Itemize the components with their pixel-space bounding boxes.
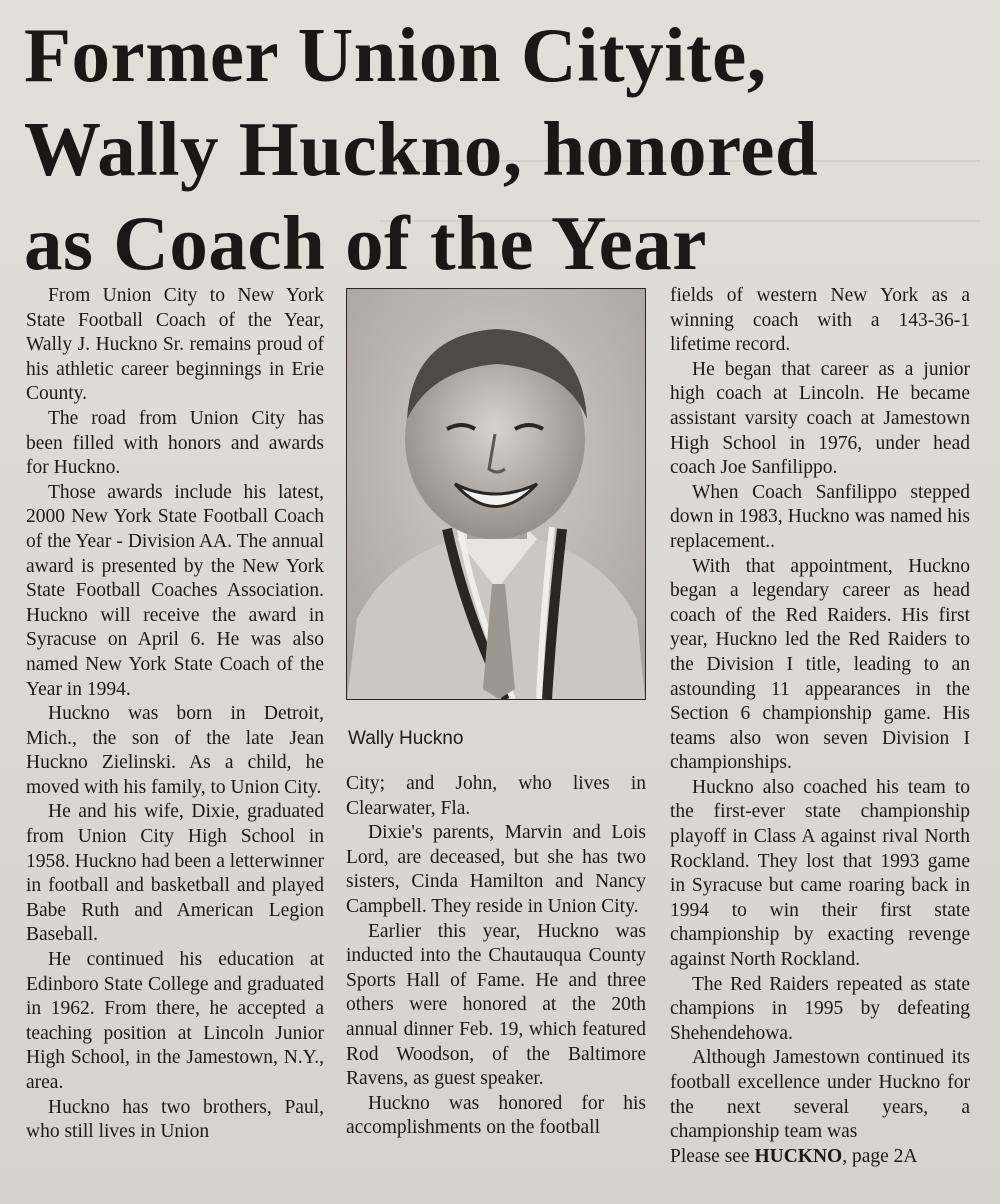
headline-line-3: as Coach of the Year	[24, 200, 707, 286]
article-column-2	[346, 772, 646, 1141]
paragraph: Huckno has two brothers, Paul, who still lives in Union	[26, 1096, 324, 1143]
paragraph: Huckno was honored for his accomplishments on the football	[346, 1092, 646, 1139]
paragraph: When Coach Sanfilippo stepped down in 1983, Huckno was named his replacement..	[670, 481, 970, 552]
jump-line	[670, 1145, 970, 1170]
photo-caption: Wally Huckno	[348, 728, 464, 749]
paragraph: Earlier this year, Huckno was inducted into the Chautauqua County Sports Hall of Fame. He and three others were honored at the 20th annual dinner Feb. 19, which featured Rod Woodson, of the Baltimore Ravens, as guest speaker.	[346, 920, 646, 1090]
paragraph: With that appointment, Huckno began a legendary career as head coach of the Red Raiders. His first year, Huckno led the Red Raiders to the Division I title, leading to an astounding 11 appearances in the Section 6 championship game. His teams also won seven Division I championships.	[670, 555, 970, 774]
paragraph: The Red Raiders repeated as state champions in 1995 by defeating Shehendehowa.	[670, 973, 970, 1044]
jump-prefix: Please see	[670, 1145, 755, 1167]
paragraph: He and his wife, Dixie, graduated from Union City High School in 1958. Huckno had been a letterwinner in football and basketball and played Babe Ruth and American Legion Baseball.	[26, 801, 324, 946]
jump-name: HUCKNO	[754, 1145, 843, 1167]
jump-suffix: , page 2A	[842, 1145, 918, 1167]
paragraph: Huckno was born in Detroit, Mich., the son of the late Jean Huckno Zielinski. As a child, he moved with his family, to Union City.	[26, 703, 324, 798]
paragraph: City; and John, who lives in Clearwater, Fla.	[346, 773, 646, 819]
paragraph: Dixie's parents, Marvin and Lois Lord, are deceased, but she has two sisters, Cinda Hamilton and Nancy Campbell. They reside in Union City.	[346, 822, 646, 917]
right-edge-cropped-column	[990, 0, 1000, 150]
article-column-1	[26, 284, 324, 1145]
article-column-3	[670, 284, 970, 1169]
headline-line-2: Wally Huckno, honored	[24, 106, 819, 192]
portrait-photo	[346, 288, 646, 700]
headline	[24, 8, 984, 290]
portrait-illustration	[347, 289, 645, 699]
headline-line-1: Former Union Cityite,	[24, 12, 767, 98]
paragraph: Huckno also coached his team to the first-ever state championship playoff in Class A against rival North Rockland. They lost that 1993 game in Syracuse but came roaring back in 1994 to win their first state championship by exacting revenge against North Rockland.	[670, 776, 970, 971]
paragraph: Although Jamestown continued its football excellence under Huckno for the next several years, a championship team was	[670, 1047, 970, 1143]
paragraph: The road from Union City has been filled with honors and awards for Huckno.	[26, 407, 324, 479]
paragraph: fields of western New York as a winning coach with a 143-36-1 lifetime record.	[670, 285, 970, 356]
paragraph: He began that career as a junior high coach at Lincoln. He became assistant varsity coach at Jamestown High School in 1976, under head coach Joe Sanfilippo.	[670, 358, 970, 479]
paragraph: From Union City to New York State Football Coach of the Year, Wally J. Huckno Sr. remains proud of his athletic career beginnings in Erie County.	[26, 285, 324, 405]
paragraph: Those awards include his latest, 2000 New York State Football Coach of the Year - Division AA. The annual award is presented by the New York State Football Coaches Association. Huckno will receive the award in Syracuse on April 6. He was also named New York State Coach of the Year in 1994.	[26, 481, 324, 700]
paragraph: He continued his education at Edinboro State College and graduated in 1962. From there, he accepted a teaching position at Lincoln Junior High School, in the Jamestown, N.Y., area.	[26, 949, 324, 1093]
